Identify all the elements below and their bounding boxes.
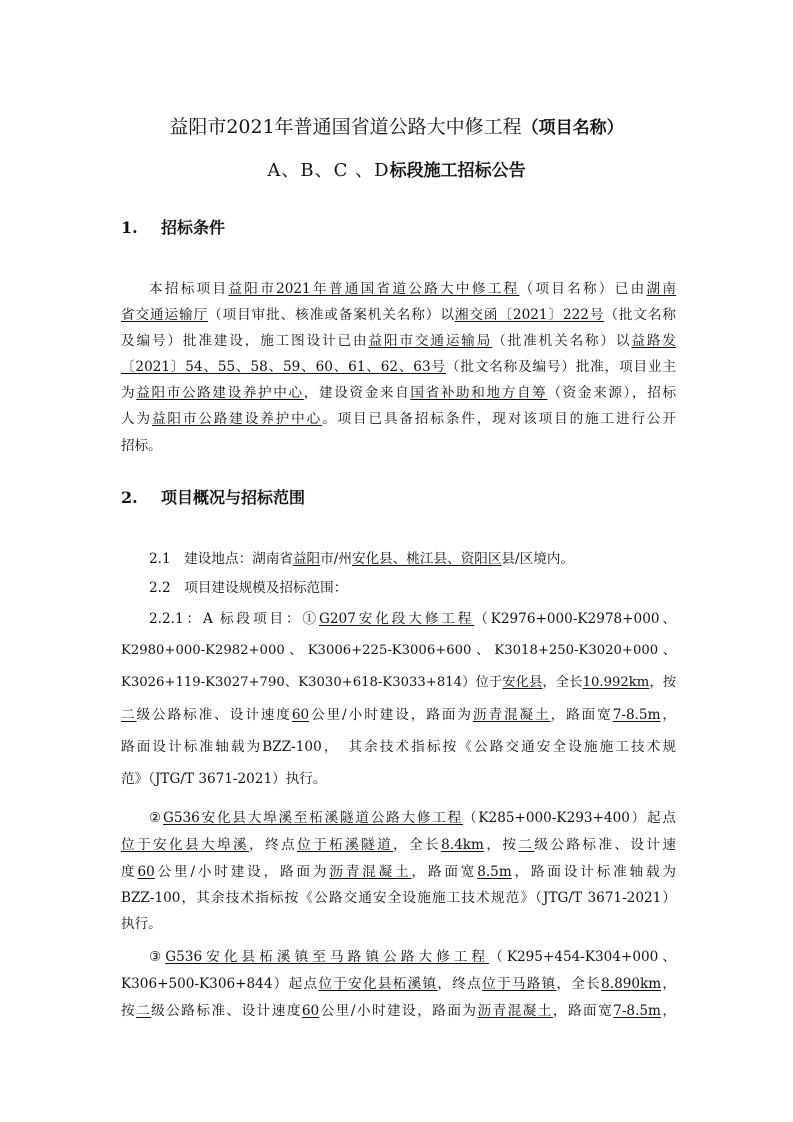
underlined-field: 益阳市2021年普通国省道公路大中修工程 (228, 281, 520, 297)
document-subtitle (0, 158, 793, 184)
underlined-field: 位于马路镇 (482, 976, 557, 992)
underlined-field: 二 (518, 837, 535, 853)
text-fragment: 招标。 (121, 438, 162, 454)
text-fragment: 。项目已具备招标条件，现对该项目的施工进行公开 (322, 411, 676, 427)
text-fragment: 度 (121, 864, 138, 880)
a-line-6 (121, 769, 676, 789)
document-title (0, 114, 793, 141)
underlined-field: 60 (301, 1003, 320, 1019)
text-fragment: （批准机关名称）以 (492, 333, 632, 349)
underlined-field: 沥青混凝土 (329, 864, 412, 880)
text-fragment: 市/州 (320, 551, 352, 567)
title-main: 益阳市2021年普通国省道公路大中修工程 (169, 116, 522, 138)
b-line-5 (121, 914, 676, 934)
text-fragment: 公里/小时建设，路面为 (154, 864, 330, 880)
section-1-title: 招标条件 (161, 218, 226, 237)
text-fragment: ，路面设计标准轴载为 (511, 864, 677, 880)
text-fragment: K306+500-K306+844）起点 (121, 976, 319, 992)
text-fragment: 为 (121, 385, 137, 401)
underlined-field: 国省补助和地方自筹 (410, 385, 548, 401)
text-fragment: ，终点 (437, 976, 483, 992)
section-1-number: 1. (121, 218, 138, 237)
underlined-field: 60 (137, 864, 155, 880)
underlined-field: 益路发 (631, 333, 676, 349)
underlined-field: 7-8.5m (612, 707, 661, 723)
underlined-field: 二 (121, 707, 137, 723)
text-fragment: ，路面宽 (552, 1003, 614, 1019)
underlined-field: 益阳市公路建设养护中心 (151, 411, 323, 427)
s1-line-4 (121, 357, 676, 377)
subtitle-rest: 标段施工招标公告 (389, 161, 526, 181)
text-fragment: 2.2.1：A 标段项目：① (149, 611, 320, 627)
text-fragment: 路面设计标准轴载为BZZ-100， 其余技术指标按《公路交通安全设施施工技术规 (121, 739, 676, 755)
underlined-field: 益阳市公路建设养护中心 (136, 385, 304, 401)
underlined-field: 益阳 (292, 551, 321, 567)
title-suffix: （项目名称） (521, 118, 624, 138)
text-fragment: ③ (149, 949, 166, 965)
text-fragment: ， (661, 976, 677, 992)
b-line-3 (121, 862, 676, 882)
section-1-heading (121, 216, 225, 240)
text-fragment: 级公路标准、设计速度 (136, 707, 292, 723)
a-line-3 (121, 673, 676, 693)
underlined-field: G536安化县大埠溪至柘溪隧道公路大修工程 (162, 810, 464, 826)
s2-location (121, 549, 704, 569)
underlined-field: 安化县、桃江县、资阳区 (351, 551, 502, 567)
s1-line-2 (121, 305, 676, 325)
underlined-field: 60 (291, 707, 310, 723)
s2-scope (121, 578, 704, 598)
text-fragment: 及编号）批准建设，施工图设计已由 (121, 333, 369, 349)
text-fragment: 范》（JTG/T 3671-2021）执行。 (121, 771, 327, 787)
s1-line-5 (121, 383, 676, 403)
underlined-field: 位于安化县柘溪镇 (318, 976, 438, 992)
underlined-field: 位于柘溪隧道 (297, 837, 394, 853)
underlined-field: 8.5m (477, 864, 512, 880)
text-fragment: 按 (121, 1003, 137, 1019)
text-fragment: （K285+000-K293+400）起点 (463, 810, 676, 826)
text-fragment: （项目名称）已由 (519, 281, 647, 297)
text-fragment: （批文名称及编号）批准，项目业主 (445, 359, 676, 375)
b-line-4 (121, 888, 676, 908)
underlined-field: 沥青混凝土 (477, 1003, 553, 1019)
text-fragment: （K295+454-K304+000、 (489, 949, 676, 965)
underlined-field: 沥青混凝土 (472, 707, 551, 723)
text-fragment: K3026+119-K3027+790、K3030+618-K3033+814）位于 (121, 675, 503, 690)
underlined-field: 省交通运输厅 (121, 307, 209, 323)
text-fragment: 公里/小时建设，路面为 (309, 707, 473, 723)
underlined-field: 7-8.5m (613, 1003, 661, 1019)
a-line-5 (121, 737, 676, 757)
text-fragment: 执行。 (121, 916, 162, 932)
underlined-field: 益阳市交通运输局 (368, 333, 493, 349)
text-fragment: ， (660, 1003, 677, 1019)
b-line-2 (121, 835, 676, 855)
c-line-1 (121, 947, 676, 967)
text-fragment: ，终点 (249, 837, 298, 853)
text-fragment: （K2976+000-K2978+000、 (474, 611, 676, 627)
text-fragment: BZZ-100，其余技术指标按《公路交通安全设施施工技术规范》（JTG/T 3671-2021） (121, 890, 676, 906)
underlined-field: 湖南 (646, 281, 677, 297)
text-fragment: 县/区境内。 (501, 551, 575, 567)
text-fragment: ，路面宽 (550, 707, 613, 723)
text-fragment: ，路面宽 (411, 864, 478, 880)
text-fragment: 本招标项目 (149, 281, 229, 297)
underlined-field: 湘交函〔2021〕222号 (454, 307, 605, 323)
underlined-field: 安化县 (502, 675, 543, 690)
text-fragment: 2.1 建设地点：湖南省 (149, 551, 293, 567)
text-fragment: ，全长 (393, 837, 442, 853)
underlined-field: 〔2021〕54、55、58、59、60、61、62、63号 (121, 359, 446, 375)
underlined-field: 10.992km (582, 675, 650, 690)
s1-line-3 (121, 331, 676, 351)
a-line-2 (121, 641, 676, 661)
s1-line-7 (121, 436, 676, 456)
text-fragment: ， (660, 707, 676, 723)
subtitle-lots: A、B、C 、D (267, 160, 390, 181)
text-fragment: K2980+000-K2982+000 、 K3006+225-K3006+600 、 K3018+250-K3020+000 、 (121, 643, 676, 658)
text-fragment: （批文名称 (604, 307, 676, 323)
c-line-3 (121, 1001, 676, 1021)
a-line-4 (121, 705, 676, 725)
text-fragment: ② (149, 810, 163, 826)
s1-line-1 (121, 279, 676, 299)
underlined-field: 位于安化县大埠溪 (121, 837, 250, 853)
underlined-field: G536安化县柘溪镇至马路镇公路大修工程 (165, 949, 490, 965)
section-2-title: 项目概况与招标范围 (161, 488, 306, 507)
text-fragment: 2.2 项目建设规模及招标范围： (149, 580, 348, 596)
text-fragment: 公里/小时建设，路面为 (319, 1003, 478, 1019)
underlined-field: 二 (136, 1003, 152, 1019)
a-line-1 (121, 609, 676, 629)
text-fragment: ，全长 (542, 675, 583, 690)
text-fragment: ，按 (649, 675, 677, 690)
text-fragment: 级公路标准、设计速 (534, 837, 677, 853)
underlined-field: 8.890km (601, 976, 662, 992)
text-fragment: 人为 (121, 411, 152, 427)
s1-line-6 (121, 409, 676, 429)
underlined-field: G207安化段大修工程 (319, 611, 475, 627)
text-fragment: （资金来源），招标 (547, 385, 677, 401)
text-fragment: （项目审批、核准或备案机关名称）以 (208, 307, 455, 323)
c-line-2 (121, 974, 676, 994)
section-2-number: 2. (121, 488, 138, 507)
text-fragment: 级公路标准、设计速度 (151, 1003, 302, 1019)
text-fragment: ，按 (483, 837, 519, 853)
section-2-heading (121, 486, 305, 510)
underlined-field: 8.4km (441, 837, 484, 853)
b-line-1 (121, 808, 676, 828)
text-fragment: ，建设资金来自 (303, 385, 411, 401)
text-fragment: ，全长 (556, 976, 602, 992)
